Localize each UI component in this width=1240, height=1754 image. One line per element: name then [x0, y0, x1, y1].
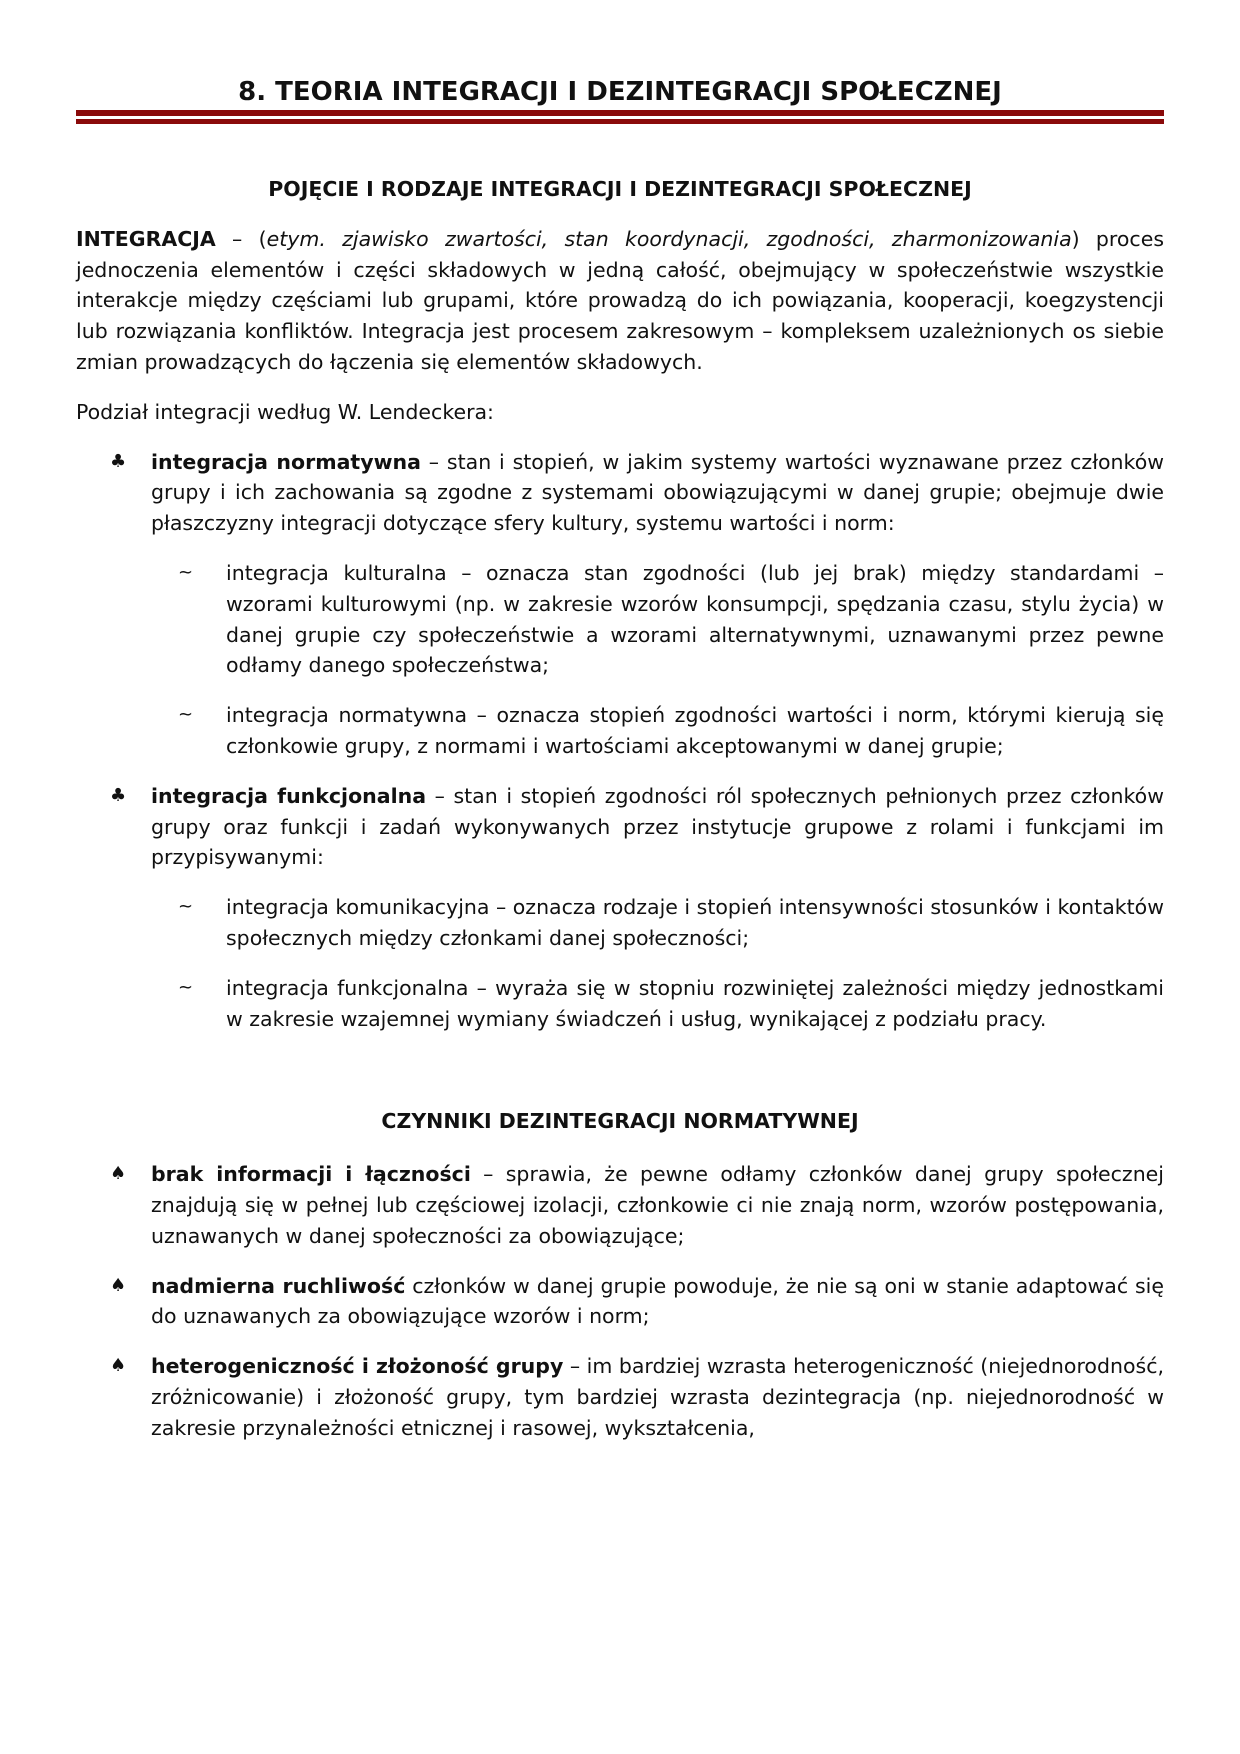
sub-list-item: [76, 973, 1164, 1035]
definition-paragraph: [76, 224, 1164, 378]
item-text: – stan i stopień, w jakim systemy wartości wyznawane przez członków grupy i ich zachowania są zgodne z systemami obowiązującymi w danej grupie; obejmuje dwie płaszczyzny integracji dotyczące sfery kultury, systemu wartości i norm:: [151, 449, 1165, 536]
item-text: członków w danej grupie powoduje, że nie są oni w stanie adaptować się do uznawanych za obowiązujące wzorów i norm;: [151, 1273, 1164, 1329]
item-text: integracja kulturalna – oznacza stan zgodności (lub jej brak) między standardami – wzorami kulturowymi (np. w zakresie wzorów konsumpcji, spędzania czasu, stylu życia) w danej grupie czy społeczeństwie a wzorami alternatywnymi, uznawanymi przez pewne odłamy danego społeczeństwa;: [226, 560, 1164, 678]
definition-term: INTEGRACJA: [76, 226, 216, 251]
tilde-bullet-icon: ~: [178, 561, 194, 583]
definition-text: ) proces jednoczenia elementów i części składowych w jedną całość, obejmujący w społeczeństwie wszystkie interakcje między częściami lub grupami, które prowadzą do ich powiązania, kooperacji, koegzystencji lub rozwiązania konfliktów. Integracja jest procesem zakresowym – kompleksem uzależnionych os siebie zmian prowadzących do łączenia się elementów składowych.: [76, 226, 1164, 374]
spade-bullet-icon: ♠: [110, 1163, 127, 1185]
item-term: brak informacji i łączności: [151, 1162, 471, 1187]
spade-bullet-icon: ♠: [110, 1274, 127, 1296]
club-bullet-icon: ♣: [110, 784, 127, 806]
item-term: nadmierna ruchliwość: [151, 1273, 406, 1298]
definition-dash: – (: [215, 226, 267, 251]
tilde-bullet-icon: ~: [178, 704, 194, 726]
item-text: integracja normatywna – oznacza stopień zgodności wartości i norm, którymi kierują się członkowie grupy, z normami i wartościami akceptowanymi w danej grupie;: [226, 703, 1164, 758]
list-item: [76, 1271, 1164, 1333]
club-bullet-icon: ♣: [110, 450, 127, 472]
section-heading: POJĘCIE I RODZAJE INTEGRACJI I DEZINTEGRACJI SPOŁECZNEJ: [268, 177, 972, 201]
content: [76, 174, 1164, 1463]
item-text: integracja komunikacyjna – oznacza rodzaje i stopień intensywności stosunków i kontaktów społecznych między członkami danej społeczności;: [226, 895, 1164, 950]
item-text: – im bardziej wzrasta heterogeniczność (niejednorodność, zróżnicowanie) i złożoność grupy, tym bardziej wzrasta dezintegracja (np. niejednorodność w zakresie przynależności etnicznej i rasowej, wykształcenia,: [151, 1354, 1164, 1440]
sub-list-item: [76, 558, 1164, 681]
tilde-bullet-icon: ~: [178, 896, 194, 918]
item-term: integracja normatywna: [151, 449, 421, 474]
section-heading: CZYNNIKI DEZINTEGRACJI NORMATYWNEJ: [381, 1109, 859, 1134]
item-text: – stan i stopień zgodności ról społecznych pełnionych przez członków grupy oraz funkcji i zadań wykonywanych przez instytucje grupowe z rolami i funkcjami im przypisywanymi:: [151, 783, 1164, 870]
tilde-bullet-icon: ~: [178, 976, 194, 998]
item-term: integracja funkcjonalna: [151, 783, 427, 808]
sub-list-item: [76, 700, 1164, 762]
list-item: [76, 781, 1164, 873]
title-rule-thin: [76, 119, 1164, 124]
spade-bullet-icon: ♠: [110, 1355, 127, 1377]
item-text: – sprawia, że pewne odłamy członków danej grupy społecznej znajdują się w pełnej lub częściowej izolacji, członkowie ci nie znają norm, wzorów postępowania, uznawanych w danej społeczności za obowiązujące;: [151, 1162, 1164, 1248]
list-item: [76, 1159, 1164, 1251]
item-text: integracja funkcjonalna – wyraża się w stopniu rozwiniętej zależności między jednostkami w zakresie wzajemnej wymiany świadczeń i usług, wynikającej z podziału pracy.: [226, 975, 1164, 1031]
list-item: [76, 1351, 1164, 1443]
list-item: [76, 447, 1164, 539]
item-term: heterogeniczność i złożoność grupy: [151, 1354, 564, 1379]
sub-list-item: [76, 892, 1164, 954]
intro-text: Podział integracji według W. Lendeckera:: [76, 399, 494, 424]
title-rule-thick: [76, 110, 1164, 116]
etymology: etym. zjawisko zwartości, stan koordynacji, zgodności, zharmonizowania: [266, 226, 1072, 251]
page-title: 8. TEORIA INTEGRACJI I DEZINTEGRACJI SPOŁECZNEJ: [238, 77, 1002, 107]
